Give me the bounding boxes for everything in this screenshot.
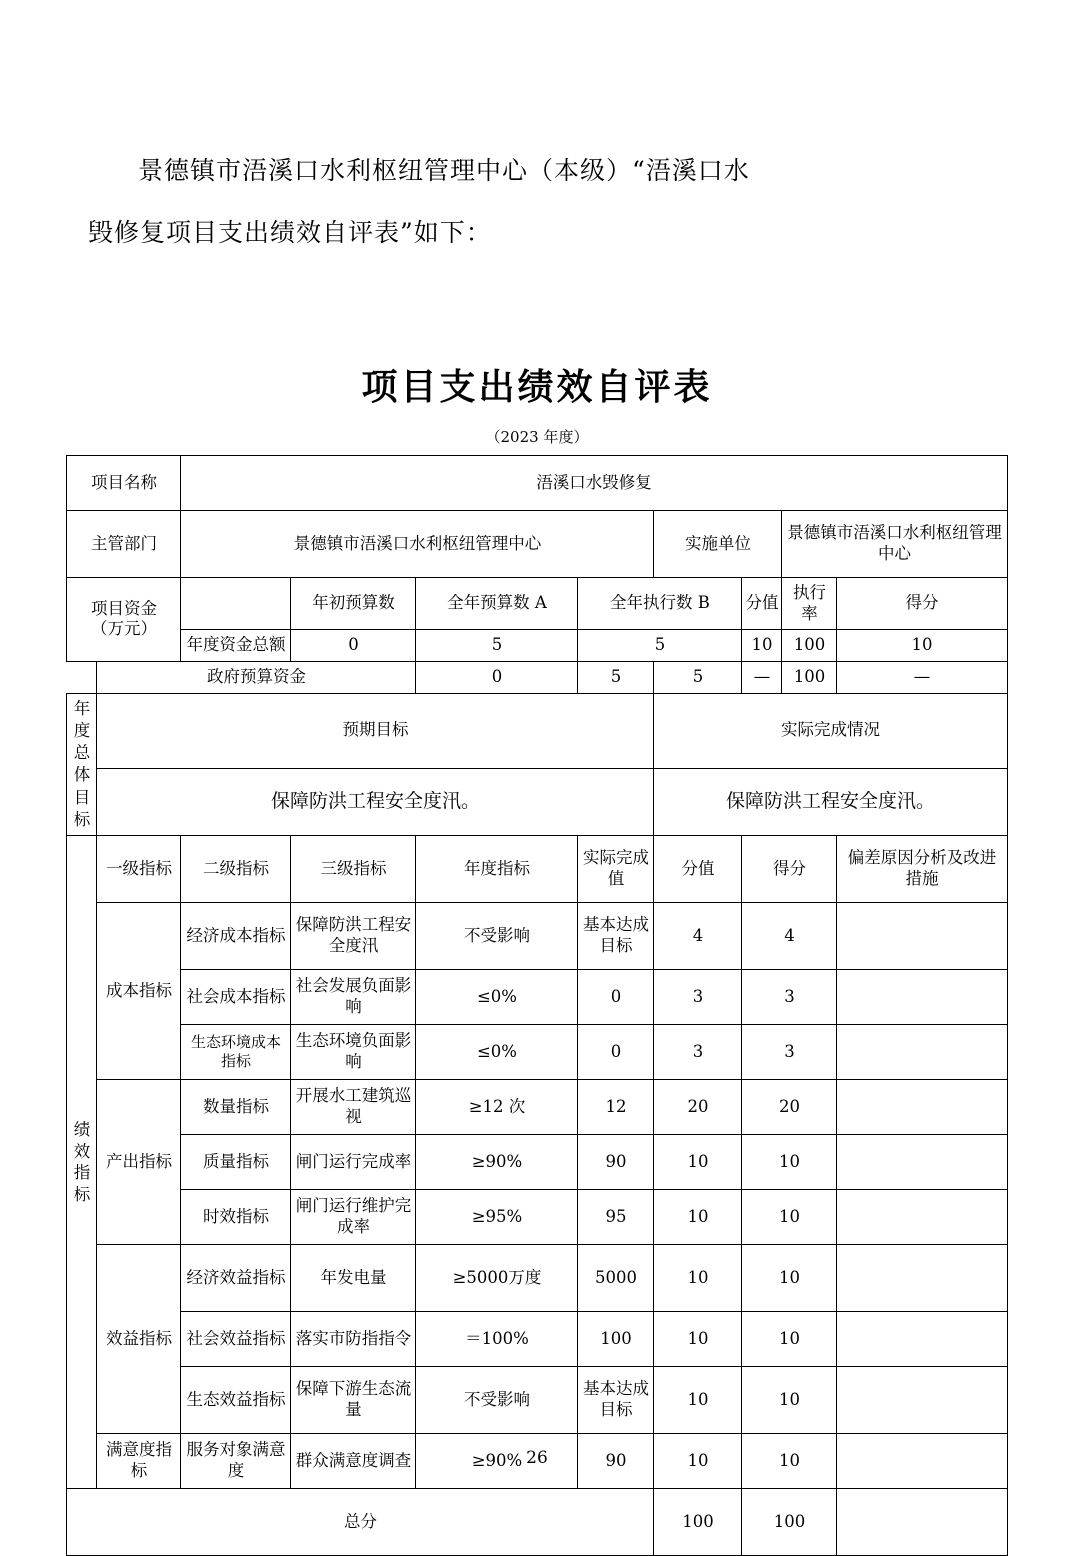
indicator-level2: 经济效益指标 [181, 1245, 291, 1312]
indicator-score: 10 [742, 1367, 837, 1434]
indicator-level3: 闸门运行维护完成率 [291, 1190, 416, 1245]
indicator-deviation [837, 1025, 1007, 1080]
indicator-actual: 95 [578, 1190, 654, 1245]
indicator-target: ＝100% [416, 1312, 578, 1367]
col-year-exec: 全年执行数 B [578, 578, 742, 630]
indicator-level2: 社会成本指标 [181, 970, 291, 1025]
indicator-target: ≥90% [416, 1434, 578, 1489]
indicator-level3: 落实市防指指令 [291, 1312, 416, 1367]
indicator-level1: 成本指标 [97, 903, 181, 1080]
indicator-actual: 基本达成目标 [578, 903, 654, 970]
table-row [67, 903, 1007, 970]
perf-label: 绩 效 指 标 [67, 836, 97, 1489]
table-row [67, 578, 1007, 630]
table-row [67, 1312, 1007, 1367]
indicator-deviation [837, 1135, 1007, 1190]
indicator-scoreval: 3 [654, 970, 742, 1025]
indicator-target: ≤0% [416, 970, 578, 1025]
indicator-level3: 社会发展负面影响 [291, 970, 416, 1025]
intro-paragraph [0, 0, 1074, 264]
intro-line-2: 毁修复项目支出绩效自评表”如下： [88, 218, 492, 247]
indicator-level2: 数量指标 [181, 1080, 291, 1135]
col-initial-budget: 年初预算数 [291, 578, 416, 630]
indicator-level3: 开展水工建筑巡视 [291, 1080, 416, 1135]
indicator-deviation [837, 1190, 1007, 1245]
indicator-target: ≥5000万度 [416, 1245, 578, 1312]
header-level3: 三级指标 [291, 836, 416, 903]
page-title: 项目支出绩效自评表 [361, 366, 713, 408]
row-total-rate: 100 [782, 630, 837, 662]
dept-label: 主管部门 [67, 511, 181, 578]
table-row [67, 1367, 1007, 1434]
indicator-scoreval: 3 [654, 1025, 742, 1080]
indicator-target: ≤0% [416, 1025, 578, 1080]
indicator-target: ≥90% [416, 1135, 578, 1190]
table-row [67, 661, 1007, 693]
indicator-target: 不受影响 [416, 903, 578, 970]
col-exec-rate: 执行率 [782, 578, 837, 630]
header-actual: 实际完成值 [578, 836, 654, 903]
actual-goal-text: 保障防洪工程安全度汛。 [654, 769, 1007, 836]
header-level1: 一级指标 [97, 836, 181, 903]
row-total-scoreval: 10 [742, 630, 782, 662]
table-row [67, 456, 1007, 511]
indicator-deviation [837, 903, 1007, 970]
indicator-score: 20 [742, 1080, 837, 1135]
indicator-level2: 服务对象满意度 [181, 1434, 291, 1489]
indicator-actual: 90 [578, 1434, 654, 1489]
indicator-deviation [837, 1080, 1007, 1135]
col-year-budget: 全年预算数 A [416, 578, 578, 630]
indicator-score: 10 [742, 1135, 837, 1190]
project-name-value: 浯溪口水毁修复 [181, 456, 1007, 511]
table-row [67, 1245, 1007, 1312]
indicator-level1: 满意度指标 [97, 1434, 181, 1489]
row-gov-label: 政府预算资金 [97, 661, 416, 693]
indicator-score: 10 [742, 1190, 837, 1245]
indicator-level3: 年发电量 [291, 1245, 416, 1312]
header-year-target: 年度指标 [416, 836, 578, 903]
indicator-deviation [837, 1367, 1007, 1434]
indicator-target: 不受影响 [416, 1367, 578, 1434]
indicator-actual: 基本达成目标 [578, 1367, 654, 1434]
indicator-actual: 100 [578, 1312, 654, 1367]
table-row [67, 630, 1007, 662]
performance-table [66, 455, 1007, 1556]
indicator-deviation [837, 1245, 1007, 1312]
indicator-level2: 生态效益指标 [181, 1367, 291, 1434]
indicator-scoreval: 10 [654, 1135, 742, 1190]
indicator-scoreval: 4 [654, 903, 742, 970]
indicator-level1: 产出指标 [97, 1080, 181, 1245]
row-total-label: 年度资金总额 [181, 630, 291, 662]
row-gov-exec: 5 [654, 661, 742, 693]
indicator-level3: 保障防洪工程安全度汛 [291, 903, 416, 970]
indicator-level3: 闸门运行完成率 [291, 1135, 416, 1190]
header-level2: 二级指标 [181, 836, 291, 903]
row-total-exec: 5 [578, 630, 742, 662]
total-scoreval: 100 [654, 1489, 742, 1556]
table-row [67, 1135, 1007, 1190]
table-row [67, 1489, 1007, 1556]
indicator-score: 3 [742, 970, 837, 1025]
indicator-scoreval: 10 [654, 1312, 742, 1367]
indicator-scoreval: 10 [654, 1190, 742, 1245]
indicator-scoreval: 10 [654, 1434, 742, 1489]
indicator-actual: 5000 [578, 1245, 654, 1312]
row-total-budget: 5 [416, 630, 578, 662]
indicator-level2: 质量指标 [181, 1135, 291, 1190]
indicator-score: 10 [742, 1245, 837, 1312]
table-row [67, 511, 1007, 578]
indicator-scoreval: 10 [654, 1367, 742, 1434]
total-deviation [837, 1489, 1007, 1556]
page-number: 26 [526, 1448, 548, 1468]
table-row [67, 1190, 1007, 1245]
expected-goal-header: 预期目标 [97, 693, 654, 769]
row-total-initial: 0 [291, 630, 416, 662]
funds-sub-blank [181, 578, 291, 630]
indicator-level1: 效益指标 [97, 1245, 181, 1434]
indicator-score: 10 [742, 1434, 837, 1489]
table-row [67, 970, 1007, 1025]
row-gov-scoreval: — [742, 661, 782, 693]
table-row [67, 693, 1007, 769]
intro-line-1: 景德镇市浯溪口水利枢纽管理中心（本级）“浯溪口水 [138, 156, 750, 185]
indicator-target: ≥12 次 [416, 1080, 578, 1135]
indicator-level2: 经济成本指标 [181, 903, 291, 970]
annual-goal-label: 年度 总体 目标 [67, 693, 97, 836]
indicator-deviation [837, 1312, 1007, 1367]
project-name-label: 项目名称 [67, 456, 181, 511]
indicator-score: 4 [742, 903, 837, 970]
indicator-level2: 时效指标 [181, 1190, 291, 1245]
header-scoreval: 分值 [654, 836, 742, 903]
table-row [67, 1025, 1007, 1080]
indicator-actual: 12 [578, 1080, 654, 1135]
indicator-target: ≥95% [416, 1190, 578, 1245]
total-label: 总分 [67, 1489, 654, 1556]
indicator-level3: 生态环境负面影响 [291, 1025, 416, 1080]
spacer-cell [67, 661, 97, 693]
row-gov-budget: 5 [578, 661, 654, 693]
row-gov-score: — [837, 661, 1007, 693]
row-total-score: 10 [837, 630, 1007, 662]
indicator-actual: 0 [578, 1025, 654, 1080]
indicator-level2: 社会效益指标 [181, 1312, 291, 1367]
implement-label: 实施单位 [654, 511, 782, 578]
table-row [67, 1080, 1007, 1135]
col-score: 得分 [837, 578, 1007, 630]
indicator-actual: 0 [578, 970, 654, 1025]
indicator-scoreval: 20 [654, 1080, 742, 1135]
total-score: 100 [742, 1489, 837, 1556]
col-score-value: 分值 [742, 578, 782, 630]
dept-value: 景德镇市浯溪口水利枢纽管理中心 [181, 511, 654, 578]
funds-label [67, 578, 181, 662]
expected-goal-text: 保障防洪工程安全度汛。 [97, 769, 654, 836]
row-gov-rate: 100 [782, 661, 837, 693]
indicator-deviation [837, 970, 1007, 1025]
page-subtitle: （2023 年度） [485, 428, 589, 446]
table-row [67, 769, 1007, 836]
row-gov-initial: 0 [416, 661, 578, 693]
indicator-actual: 90 [578, 1135, 654, 1190]
indicator-level2: 生态环境成本指标 [181, 1025, 291, 1080]
funds-label-line2: （万元） [90, 619, 157, 639]
header-deviation: 偏差原因分析及改进措施 [837, 836, 1007, 903]
table-row [67, 836, 1007, 903]
funds-label-line1: 项目资金 [90, 598, 157, 618]
indicator-level3: 群众满意度调查 [291, 1434, 416, 1489]
indicator-level3: 保障下游生态流量 [291, 1367, 416, 1434]
indicator-score: 10 [742, 1312, 837, 1367]
indicator-scoreval: 10 [654, 1245, 742, 1312]
actual-goal-header: 实际完成情况 [654, 693, 1007, 769]
implement-value: 景德镇市浯溪口水利枢纽管理中心 [782, 511, 1007, 578]
indicator-score: 3 [742, 1025, 837, 1080]
header-score: 得分 [742, 836, 837, 903]
